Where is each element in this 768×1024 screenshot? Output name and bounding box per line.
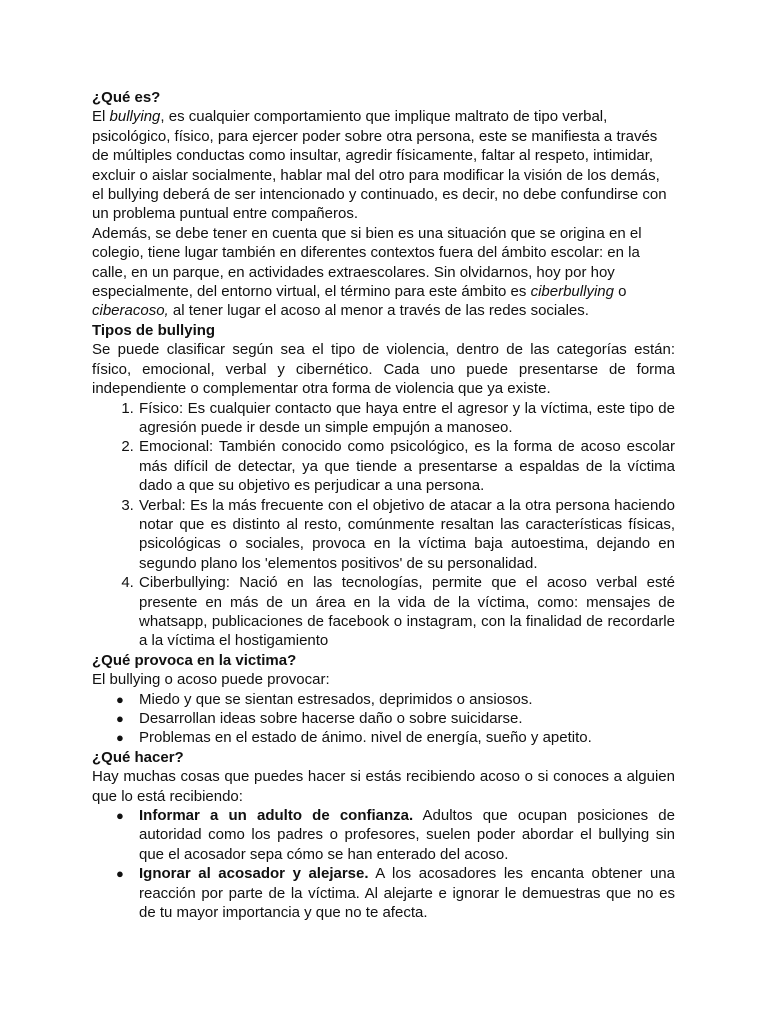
bullet-icon: ● <box>116 691 124 707</box>
advice-title: Informar a un adulto de confianza. <box>139 807 414 825</box>
term-bullying: bullying <box>109 108 161 126</box>
list-item: ● Desarrollan ideas sobre hacerse daño o sobre suicidarse. <box>116 710 523 727</box>
list-hacer <box>92 806 675 922</box>
heading-que-es: ¿Qué es? <box>92 89 161 106</box>
list-item: 1. Físico: Es cualquier contacto que haya entre el agresor y la víctima, este tipo de agresión puede ir desde un simple empujón a manoseo. <box>138 399 675 438</box>
heading-provoca: ¿Qué provoca en la victima? <box>92 651 297 669</box>
list-item: 3. Verbal: Es la más frecuente con el objetivo de atacar a la otra persona haciendo notar que es distinto al resto, comúnmente resaltan las características físicas, psicológicas o sociales, provoca en la víctima baja autoestima, dejando en segundo plano los 'elementos positivos' de su personalidad. <box>138 496 675 574</box>
list-item: ● Ignorar al acosador y alejarse. A los acosadores les encanta obtener una reacción por parte de la víctima. Al alejarte e ignorar le demuestras que no es de tu mayor importancia y que no te afecta. <box>116 865 675 922</box>
advice-title: Ignorar al acosador y alejarse. <box>139 865 369 883</box>
bullet-icon: ● <box>116 808 124 824</box>
paragraph-definition: El bullying, es cualquier comportamiento que implique maltrato de tipo verbal, psicológico, físico, para ejercer poder sobre otra persona, este se manifiesta a través de múltiples conductas como insultar, agredir físicamente, faltar al respeto, intimidar, excluir o aislar socialmente, hablar mal del otro para modificar la visión de los demás, el bullying deberá de ser intencionado y continuado, es decir, no debe confundirse con un problema puntual entre compañeros. <box>92 108 667 223</box>
document-page <box>92 88 675 922</box>
list-item: ● Miedo y que se sientan estresados, deprimidos o ansiosos. <box>116 690 533 708</box>
list-item: ● Informar a un adulto de confianza. Adultos que ocupan posiciones de autoridad como los padres o profesores, suelen poder abordar el bullying sin que el acosador sepa cómo se han enterado del acoso. <box>116 807 675 863</box>
paragraph-hacer-intro: Hay muchas cosas que puedes hacer si estás recibiendo acoso o si conoces a alguien que lo está recibiendo: <box>92 768 675 805</box>
bullet-icon: ● <box>116 730 124 746</box>
list-provoca <box>92 690 675 748</box>
bullet-icon: ● <box>116 711 124 726</box>
bullet-icon: ● <box>116 866 124 882</box>
heading-hacer: ¿Qué hacer? <box>92 748 184 766</box>
heading-tipos: Tipos de bullying <box>92 321 216 339</box>
term-ciberbullying: ciberbullying <box>530 283 614 301</box>
term-ciberacoso: ciberacoso, <box>92 302 169 320</box>
paragraph-context: Además, se debe tener en cuenta que si bien es una situación que se origina en el colegio, tiene lugar también en diferentes contextos fuera del ámbito escolar: en la calle, en un parque, en actividades extraescolares. Sin olvidarnos, hoy por hoy especialmente, del entorno virtual, el término para este ámbito es ciberbullying o ciberacoso, al tener lugar el acoso al menor a través de las redes sociales. <box>92 224 642 320</box>
list-item: 2. Emocional: También conocido como psicológico, es la forma de acoso escolar más difícil de detectar, ya que tiende a presentarse a espaldas de la víctima dado a que su objetivo es perjudicar a una persona. <box>138 437 675 495</box>
list-item: 4. Ciberbullying: Nació en las tecnologías, permite que el acoso verbal esté presente en más de un área en la vida de la víctima, como: mensajes de whatsapp, publicaciones de facebook o instagram, con la finalidad de recordarle a la víctima el hostigamiento <box>138 573 675 651</box>
list-item: ● Problemas en el estado de ánimo. nivel de energía, sueño y apetito. <box>116 729 592 747</box>
paragraph-provoca-intro: El bullying o acoso puede provocar: <box>92 671 330 689</box>
list-tipos <box>92 399 675 651</box>
paragraph-tipos-intro: Se puede clasificar según sea el tipo de violencia, dentro de las categorías están: físico, emocional, verbal y cibernético. Cada uno puede presentarse de forma independiente o complementar otra forma de violencia que ya existe. <box>92 341 675 398</box>
